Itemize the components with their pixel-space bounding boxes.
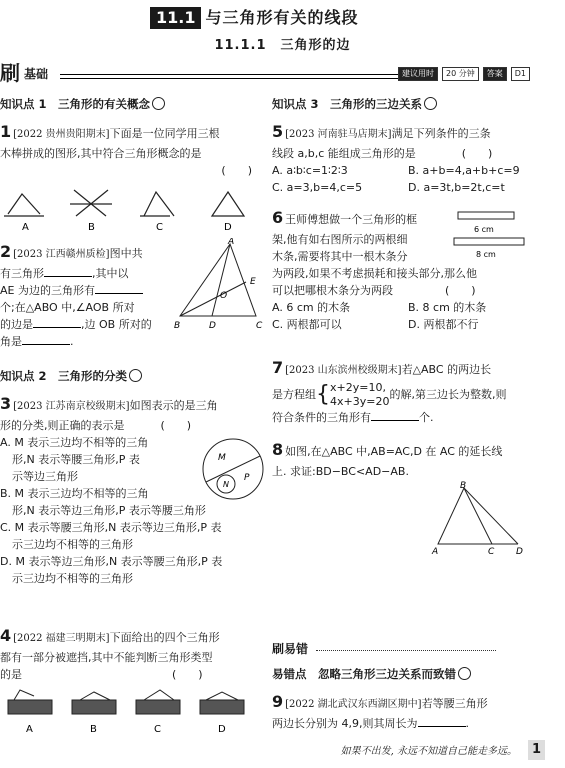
svg-text:M: M [218,453,226,463]
chapter-title [150,6,359,31]
svg-text:E: E [250,277,256,287]
question-4: 4 [2022 福建三明期末]下面给出的四个三角形 都有一部分被遮挡,其中不能判断三角形类型 的是 ( ) [0,626,220,681]
target-icon [458,667,471,680]
q3-venn [200,436,266,502]
svg-text:O: O [220,291,228,301]
target-icon [424,97,437,110]
svg-text:B: B [90,724,97,735]
svg-text:B: B [174,321,181,330]
q4-figures [0,688,262,738]
answer-label: 答案 [483,67,507,81]
svg-text:D: D [209,321,216,330]
easy-mark: 刷易错 [272,642,309,656]
time-label: 建议用时 [398,67,438,81]
svg-text:C: C [488,547,495,556]
q6-sticks [452,210,532,262]
q1-figure-b [74,190,106,216]
q1-label-a: A [22,222,29,232]
q2-figure [172,238,268,330]
svg-text:A: A [26,724,33,735]
q8-figure [430,480,530,556]
question-6: 6 王师傅想做一个三角形的框 架,他有如右图所示的两根细 木条,需要将其中一根木条分 为两段,如果不考虑损耗和接头部分,那么他 可以把哪根木条分为两段 ( ) A. 6 cm 的木条 B. 8 cm 的木条 C. 两根都可以 D. 两根都不行 [272,208,487,332]
knowledge-point-2: 知识点 2 三角形的分类 [0,368,142,386]
svg-text:6 cm: 6 cm [474,225,494,234]
target-icon [152,97,165,110]
question-7: 7 [2023 山东滨州校级期末]若△ABC 的两边长 是方程组 { x+2y=10, 4x+3y=20 的解,第三边长为整数,则 符合条件的三角形有 个. [272,358,507,424]
svg-text:D: D [516,547,523,556]
section-band [0,62,540,86]
svg-text:C: C [256,321,263,330]
chapter-title-text: 与三角形有关的线段 [205,8,359,27]
svg-text:B: B [460,481,467,491]
question-5: 5 [2023 河南驻马店期末]满足下列条件的三条 线段 a,b,c 能组成三角形的是 ( ) A. a∶b∶c=1∶2∶3 B. a+b=4,a+b+c=9 C. a=3,b=4,c=5 D. a=3t,b=2t,c=t [272,122,520,194]
section-mark: 刷 [0,61,20,85]
section-meta [398,67,530,81]
svg-text:P: P [244,473,250,483]
knowledge-point-3: 知识点 3 三角形的三边关系 [272,96,437,114]
question-9: 9 [2022 湖北武汉东西湖区期中]若等腰三角形 两边长分别为 4,9,则其周长为 . [272,692,488,730]
svg-text:N: N [223,480,229,489]
easy-mistake-band [272,640,542,659]
q1-figures [0,182,262,232]
svg-text:D: D [218,724,226,735]
q1-figure-d [212,192,244,216]
svg-text:8 cm: 8 cm [476,250,496,259]
svg-text:A: A [432,547,439,556]
q1-figure-a [8,194,40,214]
easy-mistake-point: 易错点 忽略三角形三边关系而致错 [272,666,471,684]
section-subtitle: 11.1.1 三角形的边 [214,38,351,53]
page-number: 1 [528,740,545,760]
footer-motto: 如果不出发, 永远不知道自己能走多远。 [340,746,517,757]
question-2: 2 [2023 江西赣州质检]图中共 有三角形 ,其中以 AE 为边的三角形有 个;在△ABO 中,∠AOB 所对 的边是 ,边 OB 所对的 角是 . [0,242,152,348]
svg-text:A: A [228,238,235,247]
section-rule [60,74,410,79]
q1-label-c: C [156,222,163,232]
q1-label-d: D [224,222,232,232]
question-3: 3 [2023 江苏南京校级期末]如图表示的是三角 形的分类,则正确的表示是 ( ) A. M 表示三边均不相等的三角 形,N 表示等腰三角形,P 表 示等边三角形 B. M 表示三边均不相等的三角 形,N 表示等边三角形,P 表示等腰三角形 C. M 表示等腰三角形,N 表示等边三角形,P 表 示三边均不相等的三角形 D. M 表示等边三角形,N 表示等腰三角形,P 表 示三边均不相等的三角形 [0,394,223,586]
q1-label-b: B [88,222,95,232]
q1-figure-c [144,192,174,216]
target-icon [129,369,142,382]
question-8: 8 如图,在△ABC 中,AB=AC,D 在 AC 的延长线 上. 求证:BD−BC<AD−AB. [272,440,503,478]
section-label: 基础 [24,67,49,81]
knowledge-point-1: 知识点 1 三角形的有关概念 [0,96,165,114]
chapter-number: 11.1 [150,7,201,29]
answer-page: D1 [511,67,530,81]
time-value: 20 分钟 [442,67,479,81]
question-1: 1 [2022 贵州贵阳期末]下面是一位同学用三根 木棒拼成的图形,其中符合三角形概念的是 ( ) [0,122,252,177]
svg-text:C: C [154,724,161,735]
